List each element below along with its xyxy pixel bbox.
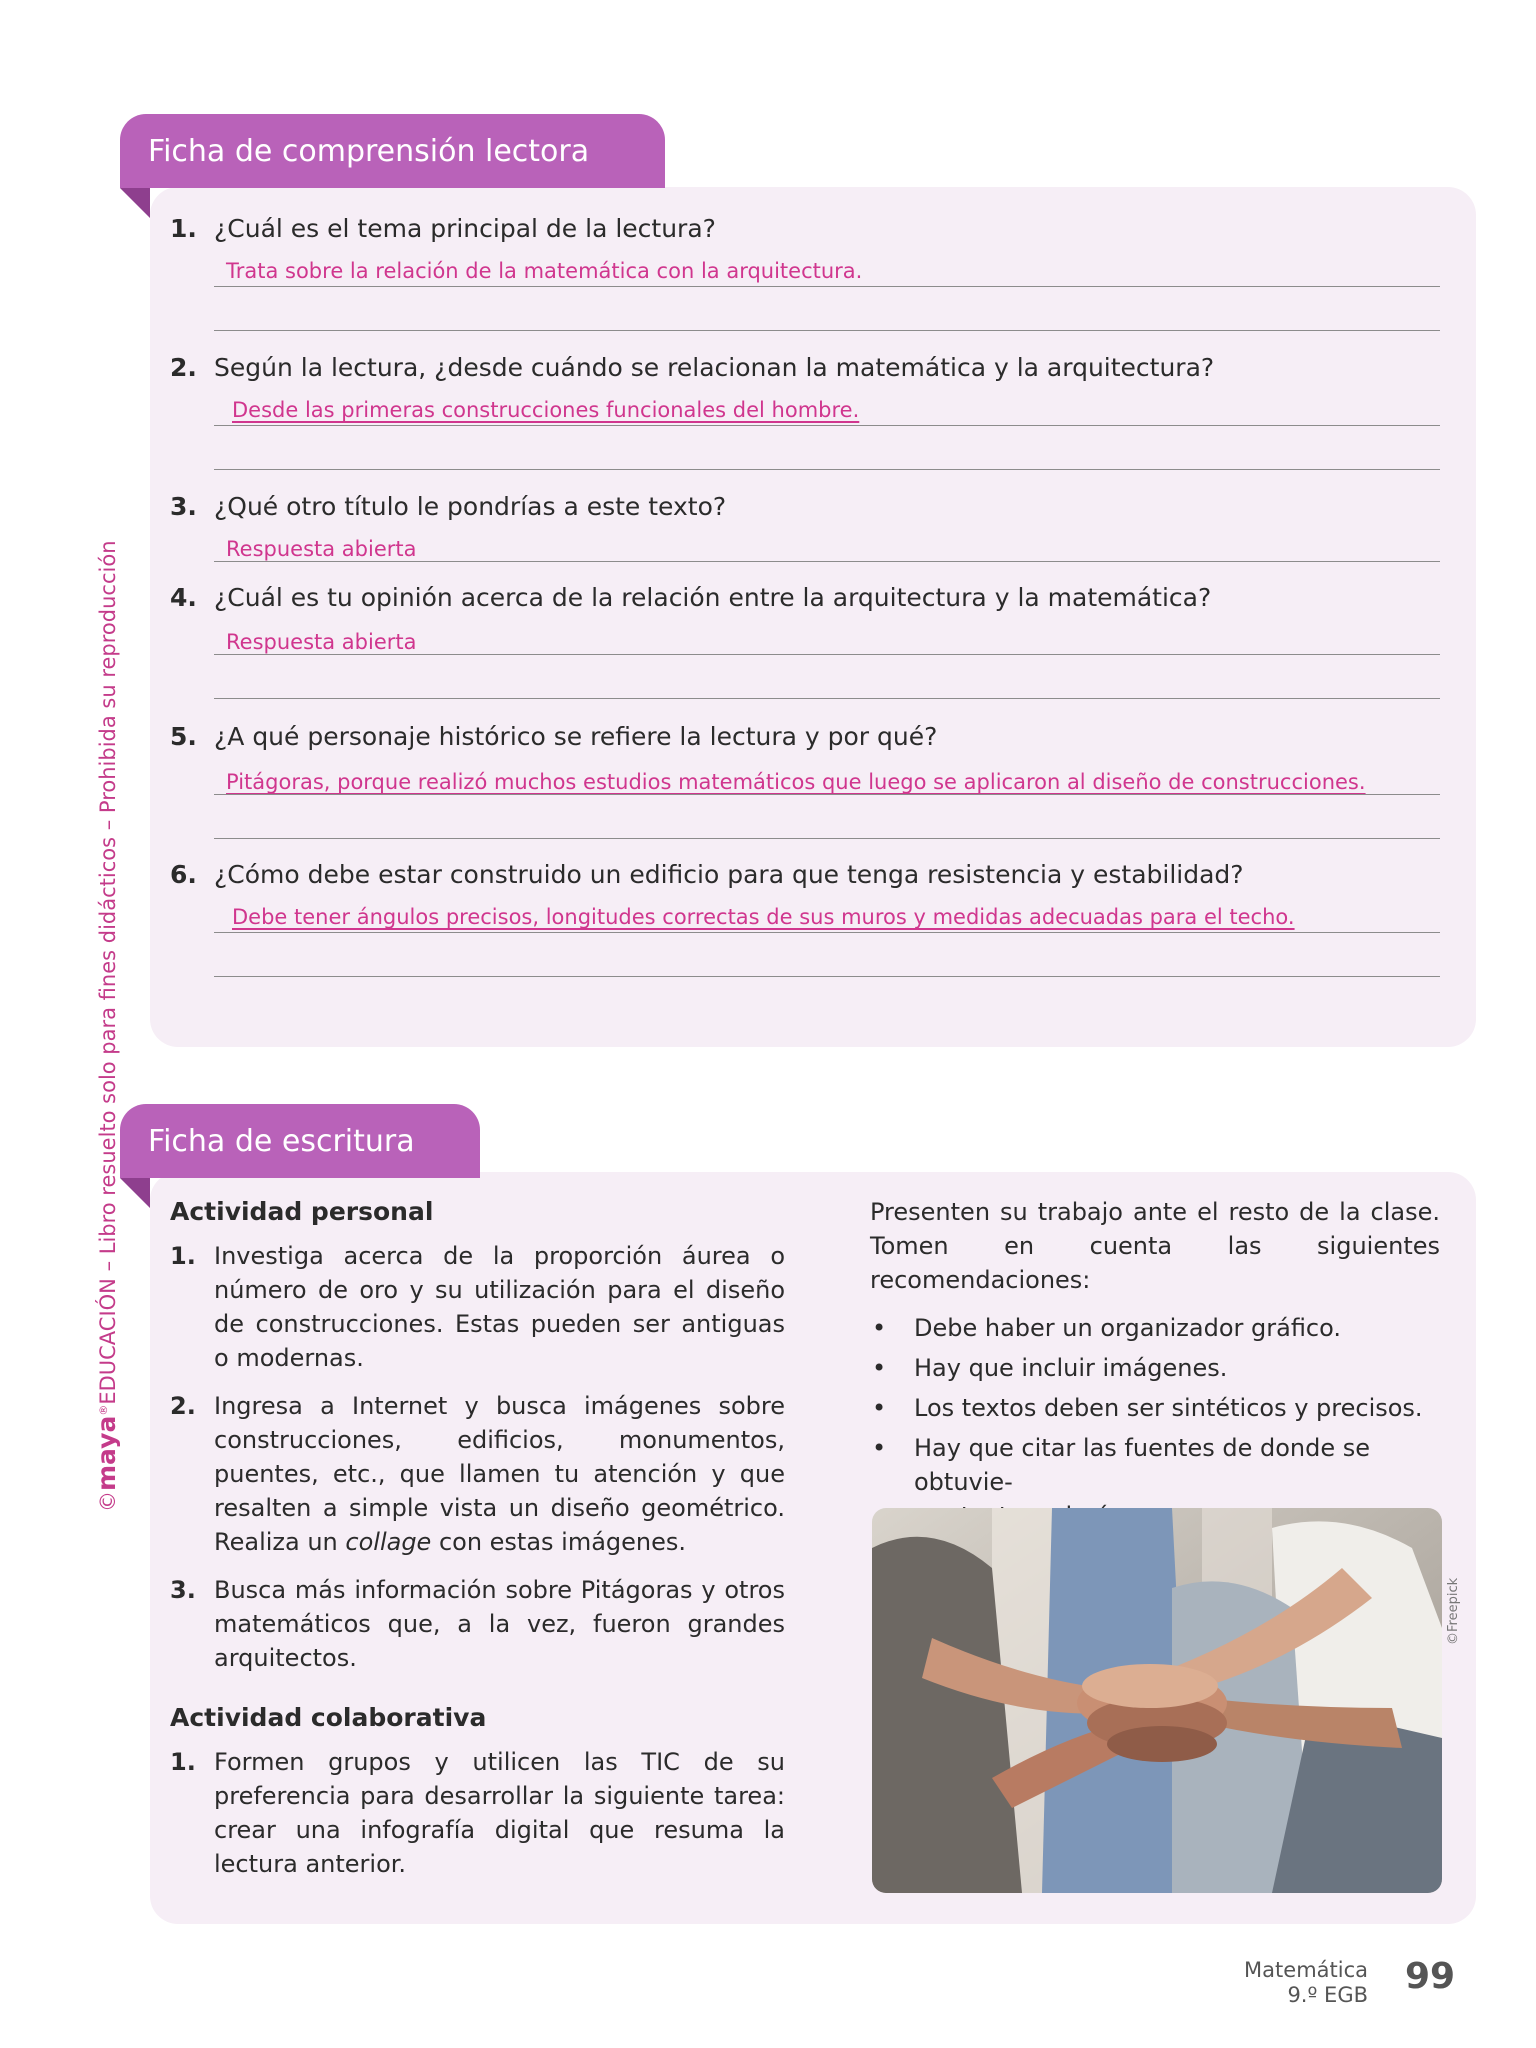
answer-line[interactable] — [214, 838, 1440, 839]
photo-credit: ©Freepick — [1446, 1577, 1461, 1645]
question-number: 6. — [170, 860, 197, 889]
item-number: 2. — [170, 1392, 196, 1420]
answer-line[interactable] — [214, 794, 1440, 795]
collaborative-activity-item — [170, 1745, 785, 1881]
question-text: ¿Cuál es tu opinión acerca de la relación entre la arquitectura y la matemática? — [214, 583, 1212, 612]
answer-text: Desde las primeras construcciones funcionales del hombre. — [232, 398, 860, 422]
question-number: 1. — [170, 214, 197, 243]
answer-line[interactable] — [214, 330, 1440, 331]
answer-text: Respuesta abierta — [226, 630, 417, 654]
writing-section-title: Ficha de escritura — [148, 1123, 415, 1159]
item-text-end: con estas imágenes. — [431, 1528, 687, 1556]
side-note-text: EDUCACIÓN – Libro resuelto solo para fines didácticos – Prohibida su reproducción — [96, 540, 120, 1405]
item-number: 1. — [170, 1242, 196, 1270]
writing-left-column — [170, 1195, 785, 1895]
answer-line[interactable] — [214, 469, 1440, 470]
side-copyright-note — [92, 540, 121, 1512]
answer-line[interactable] — [214, 654, 1440, 655]
item-text-emphasis: collage — [345, 1528, 432, 1556]
teamwork-photo — [872, 1508, 1442, 1893]
page-number: 99 — [1405, 1956, 1456, 1997]
question-text: ¿Cuál es el tema principal de la lectura? — [214, 214, 716, 243]
recommendation-bullet: • Hay que citar las fuentes de donde se obtuvie- — [870, 1431, 1440, 1533]
answer-text: Pitágoras, porque realizó muchos estudios matemáticos que luego se aplicaron al diseño de construcciones. — [226, 770, 1366, 794]
answer-text: Respuesta abierta — [226, 537, 417, 561]
writing-section-tab — [120, 1104, 480, 1178]
brand-logo-text: maya — [92, 1415, 121, 1491]
item-text: Investiga acerca de la proporción áurea o número de oro y su utilización para el diseño de construcciones. Estas pueden ser antiguas o modernas. — [214, 1242, 785, 1372]
grade-level: 9.º EGB — [1287, 1983, 1368, 2007]
writing-tab-fold — [120, 1178, 150, 1208]
answer-line[interactable] — [214, 561, 1440, 562]
personal-activity-item — [170, 1573, 785, 1675]
question-4 — [170, 583, 1440, 703]
question-number: 2. — [170, 353, 197, 382]
question-number: 4. — [170, 583, 197, 612]
personal-activity-item — [170, 1389, 785, 1559]
answer-line[interactable] — [214, 932, 1440, 933]
footer-subject — [1244, 1958, 1368, 2008]
item-text: Ingresa a Internet y busca imágenes sobre construcciones, edificios, monumentos, puentes, etc., que llamen tu atención y que resalten a simple vista un diseño geométrico. Realiza un — [214, 1392, 785, 1556]
reading-section-tab — [120, 114, 665, 188]
personal-activity-item — [170, 1239, 785, 1375]
answer-line[interactable] — [214, 286, 1440, 287]
question-number: 3. — [170, 492, 197, 521]
item-number: 1. — [170, 1748, 196, 1776]
question-2 — [170, 353, 1440, 473]
question-text: ¿Cómo debe estar construido un edificio para que tenga resistencia y estabilidad? — [214, 860, 1244, 889]
stacked-hands-illustration — [872, 1508, 1442, 1893]
reading-tab-fold — [120, 188, 150, 218]
answer-line[interactable] — [214, 976, 1440, 977]
question-text: ¿Qué otro título le pondrías a este texto? — [214, 492, 727, 521]
answer-text: Trata sobre la relación de la matemática con la arquitectura. — [226, 259, 863, 283]
question-6 — [170, 860, 1440, 980]
item-text: Busca más información sobre Pitágoras y otros matemáticos que, a la vez, fueron grandes arquitectos. — [214, 1576, 785, 1672]
answer-line[interactable] — [214, 698, 1440, 699]
item-text: Formen grupos y utilicen las TIC de su preferencia para desarrollar la siguiente tarea: crear una infografía digital que resuma la lectura anterior. — [214, 1748, 785, 1878]
reading-section-title: Ficha de comprensión lectora — [148, 133, 590, 169]
personal-activity-heading: Actividad personal — [170, 1197, 434, 1226]
recommendation-bullet: • Los textos deben ser sintéticos y precisos. — [870, 1391, 1440, 1425]
answer-line[interactable] — [214, 425, 1440, 426]
recommendation-bullet: • Debe haber un organizador gráfico. — [870, 1311, 1440, 1345]
item-number: 3. — [170, 1576, 196, 1604]
recommendation-bullet: • Hay que incluir imágenes. — [870, 1351, 1440, 1385]
registered-symbol: ® — [97, 1404, 110, 1416]
recommendations-intro: Presenten su trabajo ante el resto de la clase. Tomen en cuenta las siguientes recomendaciones: — [870, 1198, 1440, 1294]
answer-text: Debe tener ángulos precisos, longitudes correctas de sus muros y medidas adecuadas para el techo. — [232, 905, 1295, 929]
writing-right-column — [870, 1195, 1440, 1539]
question-3 — [170, 492, 1440, 562]
copyright-symbol: © — [96, 1491, 120, 1512]
question-1 — [170, 214, 1440, 334]
question-text: Según la lectura, ¿desde cuándo se relacionan la matemática y la arquitectura? — [214, 353, 1215, 382]
question-text: ¿A qué personaje histórico se refiere la lectura y por qué? — [214, 722, 938, 751]
question-number: 5. — [170, 722, 197, 751]
collaborative-activity-heading: Actividad colaborativa — [170, 1703, 487, 1732]
subject-name: Matemática — [1244, 1958, 1368, 1982]
question-5 — [170, 722, 1440, 842]
